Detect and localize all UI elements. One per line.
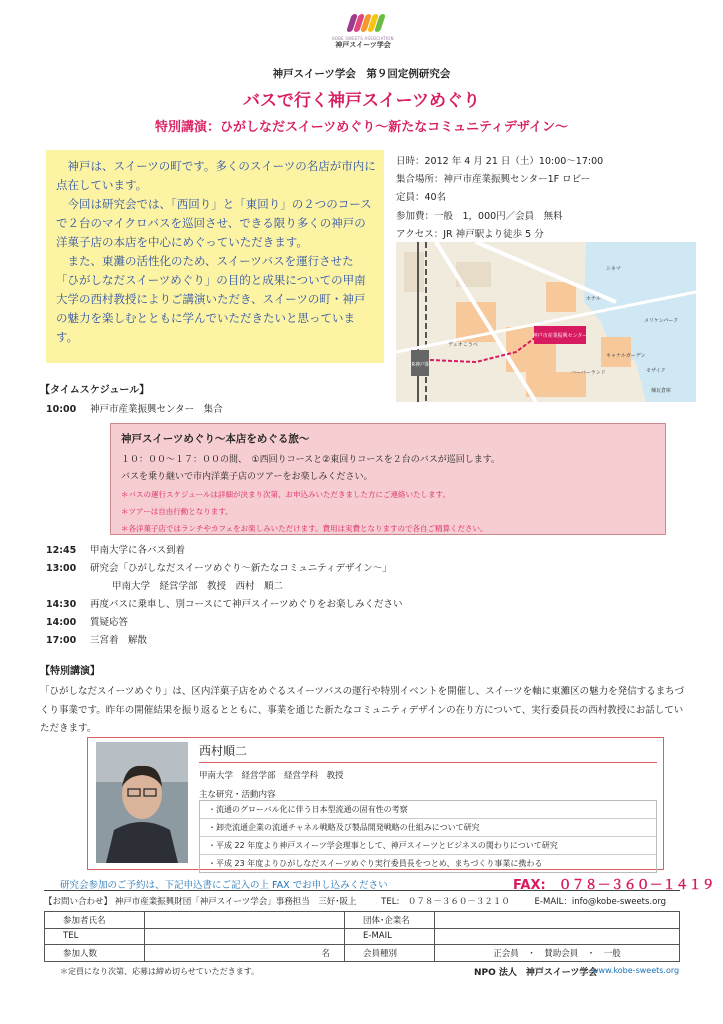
form-field-member-type[interactable]: 正会員 ・ 賛助会員 ・ 一般 [435, 945, 680, 962]
tour-box [110, 423, 666, 535]
tour-title: 神戸スイーツめぐり～本店をめぐる旅～ [121, 433, 310, 445]
map-label: キャナルガーデン [606, 353, 646, 359]
form-field-name[interactable] [145, 912, 345, 929]
speaker-research-list [199, 800, 657, 873]
schedule-time: 17:00 [46, 635, 77, 646]
lecture-text: 「ひがしなだスイーツめぐり」は、区内洋菓子店をめぐるスイーツバスの運行や特別イベントを開催し、スイーツを軸に東灘区の魅力を発信するまちづくり事業です。昨年の開催結果を振り返るとともに、事業を通じた新たなコミュニティデザインの在り方について、実行委員長の西村教授にお話していただきます。 [40, 686, 685, 734]
contact-email: E-MAIL：info@kobe-sweets.org [534, 897, 667, 907]
list-item: ・流通のグローバル化に伴う日本型流通の固有性の考察 [200, 801, 656, 819]
schedule-row [46, 632, 147, 646]
schedule-row [46, 614, 128, 628]
schedule-row [46, 596, 402, 610]
speaker-box [87, 737, 664, 870]
footer-npo: NPO 法人 神戸スイーツ学会 [474, 968, 598, 978]
logo-ribbons-icon [343, 14, 383, 36]
speaker-photo [96, 742, 188, 863]
schedule-time: 14:30 [46, 599, 77, 610]
intro-paragraph: 今回は研究会では、「西回り」と「東回り」の２つのコースで２台のマイクロバスを巡回させ、できる限り多くの神戸の洋菓子店の本店を中心にめぐっていただきます。 [56, 197, 372, 249]
subtitle: 特別講演：ひがしなだスイーツめぐり～新たなコミュニティデザイン～ [154, 120, 568, 135]
intro-paragraph: 神戸は、スイーツの町です。多くのスイーツの名店が市内に点在しています。 [56, 159, 376, 192]
org-title: 神戸スイーツ学会 第９回定例研究会 [272, 68, 451, 80]
access-map [396, 242, 696, 402]
event-capacity: 定員：40名 [396, 192, 447, 204]
footer-url: www.kobe-sweets.org [592, 966, 680, 975]
event-info [396, 153, 696, 244]
lecture-heading: 【特別講演】 [40, 666, 100, 677]
schedule-row [46, 578, 283, 592]
map-label: メリケンパーク [644, 318, 679, 324]
map-venue-label: 神戸市産業振興センター [532, 333, 588, 339]
contact-line [44, 890, 680, 907]
tour-line: バスを乗り継いで市内洋菓子店のツアーをお楽しみください。 [121, 472, 373, 482]
map-label: デュオこうべ [448, 342, 478, 348]
schedule-text: 甲南大学 経営学部 教授 西村 順二 [112, 581, 284, 592]
kobe-sweets-logo [332, 14, 394, 54]
form-field-company[interactable] [435, 912, 680, 929]
form-label-email: E-MAIL [345, 928, 435, 945]
speaker-divider [199, 762, 657, 763]
speaker-research-label: 主な研究・活動内容 [199, 790, 276, 800]
form-label-name: 参加者氏名 [45, 912, 145, 929]
schedule-time: 12:45 [46, 545, 77, 556]
logo-tagline: KOBE SWEETS ASSOCIATION [332, 36, 394, 41]
tour-note: ＊バスの運行スケジュールは詳細が決まり次第、お申込みいただきました方にご連絡いたします。 [121, 490, 450, 499]
form-label-count: 参加人数 [45, 945, 145, 962]
map-graphic [396, 242, 696, 402]
contact-tel: TEL: ０７８－３６０－３２１０ [381, 897, 510, 907]
map-station-label: JR神戸駅 [410, 362, 430, 368]
tour-note: ＊ツアーは自由行動となります。 [121, 507, 233, 516]
schedule-row [46, 401, 223, 415]
map-label: シネマ [606, 266, 621, 272]
schedule-text: 再度バスに乗車し、別コースにて神戸スイーツめぐりをお楽しみください [90, 599, 403, 610]
list-item: ・卸売流通企業の流通チャネル戦略及び製品開発戦略の仕組みについて研究 [200, 819, 656, 837]
event-fee: 参加費：一般 1，000円／会員 無料 [396, 210, 563, 222]
main-title: バスで行く神戸スイーツめぐり [243, 91, 480, 111]
speaker-affiliation: 甲南大学 経営学部 経営学科 教授 [199, 771, 344, 781]
form-label-tel: TEL [45, 928, 145, 945]
schedule-time: 10:00 [46, 404, 77, 415]
list-item: ・平成 22 年度より神戸スイーツ学会理事として、神戸スイーツとビジネスの関わりについて研究 [200, 837, 656, 855]
schedule-row [46, 560, 392, 574]
form-field-tel[interactable] [145, 928, 345, 945]
footer-note: ＊定員になり次第、応募は締め切らせていただきます。 [60, 967, 260, 976]
event-place: 集合場所：神戸市産業振興センター1F ロビー [396, 174, 591, 186]
form-field-email[interactable] [435, 928, 680, 945]
schedule-text: 神戸市産業振興センター 集合 [90, 404, 223, 415]
form-field-count[interactable]: 名 [145, 945, 345, 962]
form-label-member-type: 会員種別 [345, 945, 435, 962]
apply-instruction: 研究会参加のご予約は、下記申込書にご記入の上 FAX でお申し込みください [60, 880, 388, 891]
schedule-heading: 【タイムスケジュール】 [40, 385, 150, 396]
application-form [44, 911, 680, 962]
schedule-time: 13:00 [46, 563, 77, 574]
contact-label: 【お問い合わせ】 [44, 897, 113, 907]
speaker-name: 西村順二 [199, 744, 248, 758]
intro-paragraph: また、東灘の活性化のため、スイーツバスを運行させた「ひがしなだスイーツめぐり」の目的と成果についての甲南大学の西村教授によりご講演いただき、スイーツの町・神戸の魅力を楽しむとともに学んでいただきたいと思っています。 [56, 254, 366, 344]
schedule-text: 研究会「ひがしなだスイーツめぐり～新たなコミュニティデザイン～」 [90, 563, 392, 574]
intro-box [46, 150, 384, 363]
form-label-company: 団体･企業名 [345, 912, 435, 929]
schedule-text: 三宮着 解散 [90, 635, 148, 646]
schedule-text: 甲南大学に各バス到着 [90, 545, 186, 556]
map-label: ハーバーランド [571, 370, 606, 376]
event-date: 日時：2012 年 4 月 21 日（土）10:00～17:00 [396, 156, 604, 167]
event-access: アクセス：JR 神戸駅より徒歩 5 分 [396, 228, 544, 240]
tour-note: ＊各洋菓子店ではランチやカフェをお楽しみいただけます。費用は実費となりますので各自ご精算ください。 [121, 524, 488, 533]
list-item: ・平成 23 年度よりひがしなだスイーツめぐり実行委員長をつとめ、まちづくり事業に携わる [208, 859, 543, 868]
map-label: モザイク [646, 368, 666, 374]
schedule-text: 質疑応答 [90, 617, 129, 628]
map-label: ホテル [586, 296, 601, 302]
schedule-row [46, 542, 185, 556]
map-label: 煉瓦倉庫 [651, 388, 672, 394]
schedule-time: 14:00 [46, 617, 77, 628]
tour-line: １０：００～１７：００の間、 ①西回りコースと②東回りコースを２台のバスが巡回します。 [121, 455, 501, 465]
contact-org: 神戸市産業振興財団「神戸スイーツ学会」事務担当 三好･阪上 [114, 897, 357, 907]
logo-name: 神戸スイーツ学会 [335, 41, 391, 49]
fax-number: FAX: ０７８－３６０－１４１９ [513, 878, 715, 893]
